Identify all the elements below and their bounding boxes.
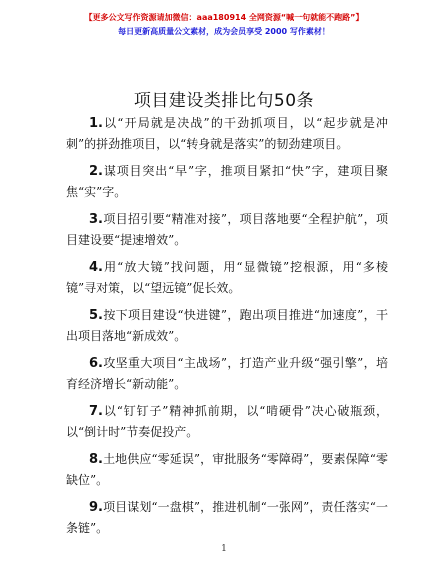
document-title: 项目建设类排比句50条 (133, 91, 315, 111)
item-number: 9. (89, 500, 103, 515)
item-number: 2. (89, 164, 103, 179)
list-item (66, 305, 388, 346)
document-body (66, 106, 388, 538)
item-text: 攻坚重大项目“主战场”，打造产业升级“强引擎”，培育经济增长“新动能”。 (66, 356, 388, 391)
promo-banner-line1: 【更多公文写作资源请加微信：aaa180914 全网资源“喊一句就能不跑路”】 (84, 13, 364, 22)
list-item (66, 449, 388, 490)
item-number: 4. (89, 260, 103, 275)
item-text: 项目谋划“一盘棋”，推进机制“一张网”，责任落实“一条链”。 (66, 500, 388, 535)
item-text: 按下项目建设“快进键”，跑出项目推进“加速度”，干出项目落地“新成效”。 (66, 308, 388, 343)
item-text: 谋项目突出“早”字，推项目紧扣“快”字，建项目聚焦“实”字。 (66, 164, 388, 199)
list-item (66, 161, 388, 202)
item-number: 5. (89, 308, 103, 323)
item-number: 1. (89, 116, 103, 131)
list-item (66, 257, 388, 298)
item-number: 6. (89, 356, 103, 371)
page-number: 1 (221, 544, 227, 554)
item-text: 用“放大镜”找问题，用“显微镜”挖根源，用“多棱镜”寻对策，以“望远镜”促长效。 (66, 260, 388, 295)
list-item (66, 209, 388, 250)
item-text: 以“钉钉子”精神抓前期，以“啃硬骨”决心破瓶颈，以“倒计时”节奏促投产。 (66, 404, 388, 439)
list-item (66, 353, 388, 394)
item-text: 以“开局就是决战”的干劲抓项目，以“起步就是冲刺”的拼劲推项目，以“转身就是落实”的韧劲建项目。 (66, 116, 388, 151)
list-item (66, 401, 388, 442)
item-number: 7. (89, 404, 103, 419)
item-text: 土地供应“零延误”，审批服务“零障碍”，要素保障“零缺位”。 (66, 452, 388, 487)
item-text: 项目招引要“精准对接”，项目落地要“全程护航”，项目建设要“提速增效”。 (66, 212, 388, 247)
promo-banner-line2: 每日更新高质量公文素材，成为会员享受 2000 写作素材！ (118, 27, 330, 36)
list-item (66, 113, 388, 154)
item-number: 8. (89, 452, 103, 467)
list-item (66, 497, 388, 538)
item-number: 3. (89, 212, 103, 227)
